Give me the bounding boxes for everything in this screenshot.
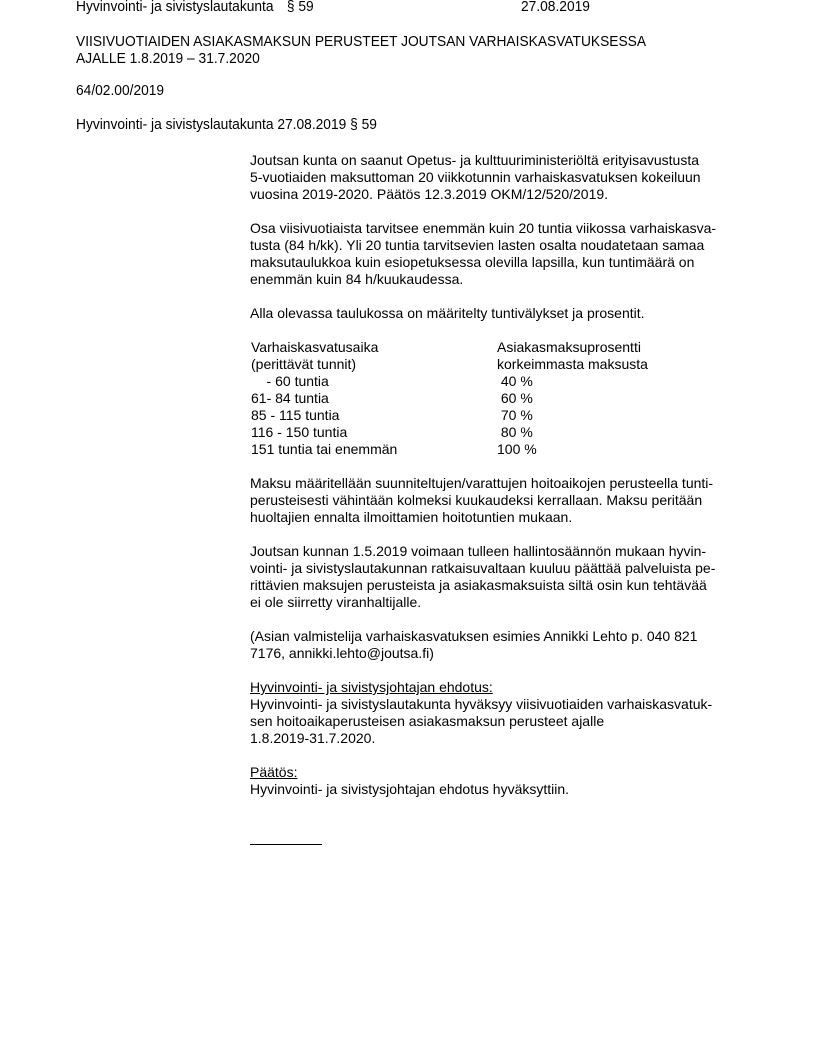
header-percent: Asiakasmaksuprosentti [497,339,641,355]
cell-percent: 60 % [497,390,533,406]
text-line: enemmän kuin 84 h/kuukaudessa. [250,271,464,287]
text-line: ei ole siirretty viranhaltijalle. [250,594,422,610]
header-hours-sub: (perittävät tunnit) [251,356,357,372]
cell-hours: 85 - 115 tuntia [251,407,340,423]
text-line: sen hoitoaikaperusteisen asiakasmaksun perusteet ajalle [250,713,605,729]
table-row [251,407,648,424]
text-line: tusta (84 h/kk). Yli 20 tuntia tarvitsevien lasten osalta noudatetaan samaa [250,237,705,253]
table-row [251,441,648,458]
proposal-heading: Hyvinvointi- ja sivistysjohtajan ehdotus: [250,679,493,695]
decision-text: Hyvinvointi- ja sivistysjohtajan ehdotus hyväksyttiin. [250,781,570,797]
cell-hours: - 60 tuntia [251,373,329,389]
title-line-1: VIISIVUOTIAIDEN ASIAKASMAKSUN PERUSTEET JOUTSAN VARHAISKASVATUKSESSA [76,34,647,50]
table-row [251,373,648,390]
signature-line [250,832,322,845]
text-line: vuosina 2019-2020. Päätös 12.3.2019 OKM/12/520/2019. [250,186,609,202]
text-line: Joutsan kunnan 1.5.2019 voimaan tulleen hallintosäännön mukaan hyvin- [250,543,707,559]
text-line: Alla olevassa taulukossa on määritelty tuntivälykset ja prosentit. [250,305,645,321]
text-line: 7176, annikki.lehto@joutsa.fi) [250,645,434,661]
text-line: perusteisesti vähintään kolmeksi kuukaudeksi kerrallaan. Maksu peritään [250,492,703,508]
header-section-number: § 59 [286,0,314,15]
table-header-row [251,356,648,373]
text-line: 1.8.2019-31.7.2020. [250,730,376,746]
cell-percent: 70 % [497,407,533,423]
header-percent-sub: korkeimmasta maksusta [497,356,648,372]
text-line: Maksu määritellään suunniteltujen/varattujen hoitoaikojen perusteella tunti- [250,475,714,491]
table-row [251,390,648,407]
document-title [76,34,646,68]
paragraph-authority [250,543,750,611]
table-row [251,424,648,441]
text-line: Joutsan kunta on saanut Opetus- ja kulttuuriministeriöltä erityisavustusta [250,152,700,168]
cell-percent: 100 % [497,441,537,457]
paragraph-need [250,220,750,288]
cell-percent: 40 % [497,373,533,389]
text-line: Hyvinvointi- ja sivistyslautakunta hyväksyy viisivuotiaiden varhaiskasvatuk- [250,696,713,712]
paragraph-table-intro [250,305,750,322]
paragraph-grant [250,152,750,203]
text-line: vointi- ja sivistyslautakunnan ratkaisuvaltaan kuuluu päättää palveluista pe- [250,560,716,576]
cell-percent: 80 % [497,424,533,440]
meeting-reference: Hyvinvointi- ja sivistyslautakunta 27.08.2019 § 59 [76,117,377,133]
header-date: 27.08.2019 [521,0,590,15]
title-line-2: AJALLE 1.8.2019 – 31.7.2020 [76,51,260,67]
table-header-row [251,339,648,356]
paragraph-fee-basis [250,475,750,526]
cell-hours: 151 tuntia tai enemmän [251,441,398,457]
diary-number: 64/02.00/2019 [76,83,165,99]
decision-heading: Päätös: [250,764,298,780]
proposal [250,679,750,747]
text-line: (Asian valmistelija varhaiskasvatuksen esimies Annikki Lehto p. 040 821 [250,628,698,644]
text-line: maksutaulukkoa kuin esiopetuksessa olevilla lapsilla, kun tuntimäärä on [250,254,695,270]
document-body [250,152,750,849]
header-hours: Varhaiskasvatusaika [251,339,379,355]
header-committee [76,0,314,15]
header-committee-name: Hyvinvointi- ja sivistyslautakunta [76,0,274,15]
signature-area [250,815,750,849]
text-line: 5-vuotiaiden maksuttoman 20 viikkotunnin varhaiskasvatuksen kokeiluun [250,169,701,185]
fee-table [251,339,648,458]
cell-hours: 61- 84 tuntia [251,390,329,406]
text-line: rittävien maksujen perusteista ja asiakasmaksuista siltä osin kun tehtävää [250,577,707,593]
decision [250,764,750,798]
cell-hours: 116 - 150 tuntia [251,424,348,440]
paragraph-preparer [250,628,750,662]
text-line: huoltajien ennalta ilmoittamien hoitotuntien mukaan. [250,509,573,525]
text-line: Osa viisivuotiaista tarvitsee enemmän kuin 20 tuntia viikossa varhaiskasva- [250,220,717,236]
